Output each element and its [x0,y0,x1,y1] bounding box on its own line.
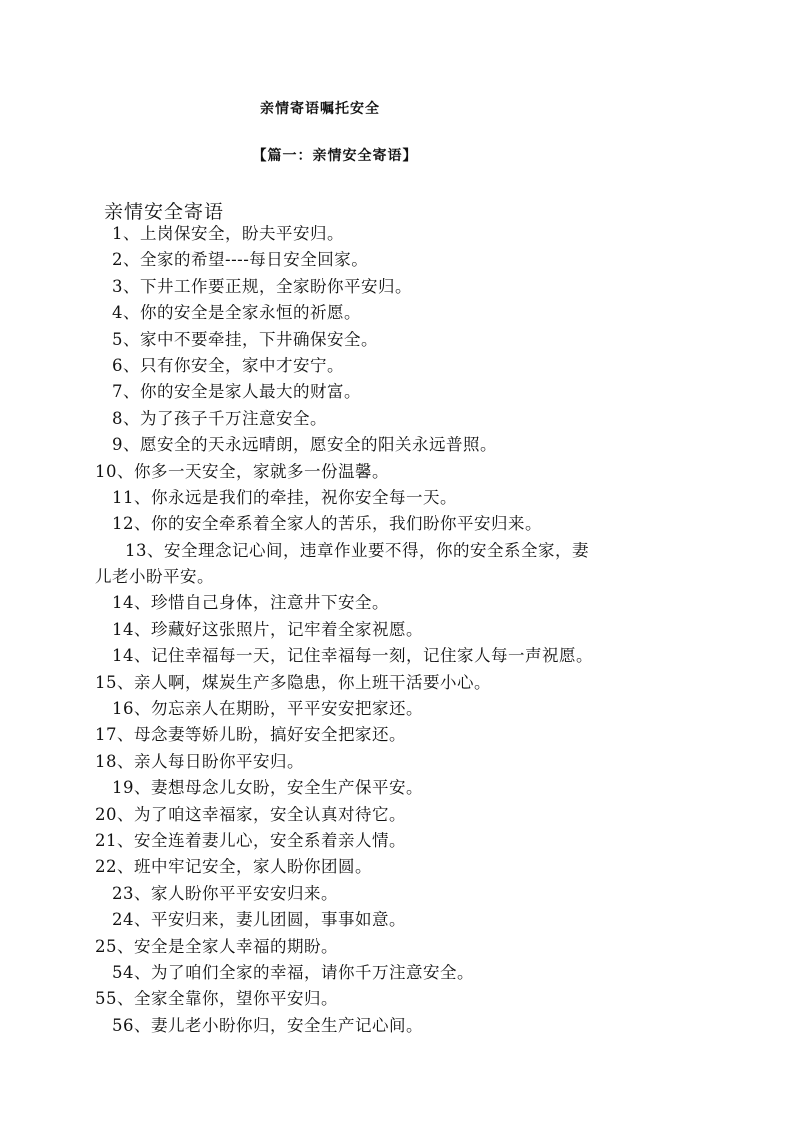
list-item-text: 25、安全是全家人幸福的期盼。 [95,936,338,956]
section-heading: 【篇一：亲情安全寄语】 [252,148,418,164]
list-item-text: 8、为了孩子千万注意安全。 [112,408,327,428]
list-item [0,590,800,616]
list-item [0,221,800,247]
list-item [0,722,800,748]
list-item [0,696,800,722]
list-title: 亲情安全寄语 [104,201,225,223]
list-item-text: 14、记住幸福每一天，记住幸福每一刻，记住家人每一声祝愿。 [112,646,593,666]
slogan-list [0,221,800,1039]
list-item-text: 14、珍藏好这张照片，记牢着全家祝愿。 [112,619,423,639]
list-item [0,1013,800,1039]
list-item-text: 5、家中不要牵挂，下井确保安全。 [112,329,378,349]
list-item [0,854,800,880]
list-item [0,247,800,273]
list-item [0,643,800,669]
list-item-text: 6、只有你安全，家中才安宁。 [112,355,344,375]
list-item-text: 1、上岗保安全，盼夫平安归。 [112,224,344,243]
list-item-text: 4、你的安全是全家永恒的祈愿。 [112,303,361,323]
list-item-text: 19、妻想母念儿女盼，安全生产保平安。 [112,778,423,798]
list-item [0,881,800,907]
list-item [0,670,800,696]
list-item [0,934,800,960]
list-item-text: 16、勿忘亲人在期盼，平平安安把家还。 [112,699,423,719]
list-item-text: 24、平安归来，妻儿团圆，事事如意。 [112,910,406,930]
list-item [0,511,800,537]
list-item [0,828,800,854]
list-item [0,749,800,775]
list-item-text: 54、为了咱们全家的幸福，请你千万注意安全。 [112,962,474,982]
list-item-continuation: 儿老小盼平安。 [95,567,214,587]
list-item [0,617,800,643]
list-item [0,485,800,511]
list-item-text: 20、为了咱这幸福家，安全认真对待它。 [95,804,406,824]
list-item [0,379,800,405]
list-item [0,353,800,379]
list-item-text: 18、亲人每日盼你平安归。 [95,751,304,771]
list-item-text: 9、愿安全的天永远晴朗，愿安全的阳关永远普照。 [112,435,497,455]
list-item-text: 2、全家的希望----每日安全回家。 [112,250,369,270]
list-item-text: 14、珍惜自己身体，注意井下安全。 [112,593,389,613]
list-item [0,459,800,485]
list-item [0,300,800,326]
list-item-text: 56、妻儿老小盼你归，安全生产记心间。 [112,1015,423,1035]
list-item-text: 55、全家全靠你，望你平安归。 [95,989,338,1009]
list-item [0,802,800,828]
list-item-text: 13、安全理念记心间，违章作业要不得，你的安全系全家，妻 [125,540,589,560]
list-item [0,327,800,353]
list-item [0,775,800,801]
document-title: 亲情寄语嘱托安全 [260,101,380,117]
list-item-text: 12、你的安全牵系着全家人的苦乐，我们盼你平安归来。 [112,514,542,534]
list-item-text: 15、亲人啊，煤炭生产多隐患，你上班干活要小心。 [95,672,491,692]
list-item [0,538,800,591]
list-item-text: 23、家人盼你平平安安归来。 [112,883,338,903]
list-item [0,432,800,458]
list-item [0,406,800,432]
list-item-text: 22、班中牢记安全，家人盼你团圆。 [95,857,372,877]
list-item-text: 17、母念妻等娇儿盼，搞好安全把家还。 [95,725,406,745]
list-item [0,907,800,933]
list-item [0,986,800,1012]
list-item [0,274,800,300]
list-item-text: 7、你的安全是家人最大的财富。 [112,382,361,402]
list-item-text: 3、下井工作要正规，全家盼你平安归。 [112,276,412,296]
list-item-text: 21、安全连着妻儿心，安全系着亲人情。 [95,831,406,850]
list-item-text: 10、你多一天安全，家就多一份温馨。 [95,461,389,481]
list-item-text: 11、你永远是我们的牵挂，祝你安全每一天。 [112,487,457,507]
list-item [0,960,800,986]
